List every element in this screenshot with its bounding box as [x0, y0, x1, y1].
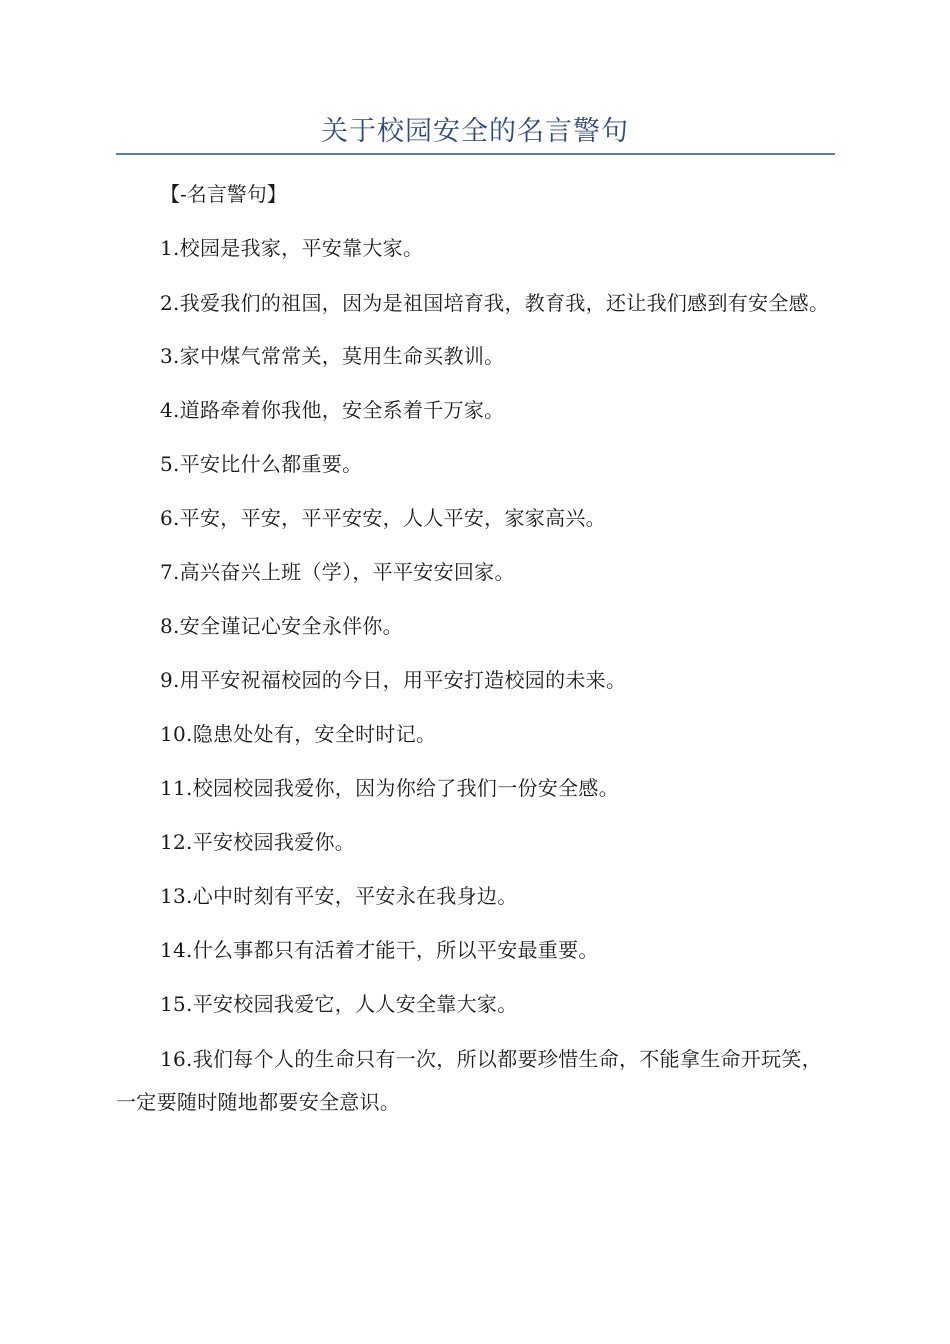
quote-item: 14.什么事都只有活着才能干，所以平安最重要。	[160, 938, 599, 962]
quote-item: 11.校园校园我爱你，因为你给了我们一份安全感。	[160, 776, 620, 800]
quote-item: 9.用平安祝福校园的今日，用平安打造校园的未来。	[160, 668, 627, 692]
quote-list	[116, 228, 834, 1124]
quote-item: 10.隐患处处有，安全时时记。	[160, 722, 437, 746]
quote-item: 4.道路牵着你我他，安全系着千万家。	[160, 398, 505, 422]
quote-item: 3.家中煤气常常关，莫用生命买教训。	[160, 344, 505, 368]
quote-item: 5.平安比什么都重要。	[160, 452, 363, 476]
quote-item: 12.平安校园我爱你。	[160, 830, 356, 854]
quote-item: 6.平安，平安，平平安安，人人平安，家家高兴。	[160, 506, 606, 530]
quote-item: 1.校园是我家，平安靠大家。	[160, 236, 424, 260]
quote-item: 7.高兴奋兴上班（学），平平安安回家。	[160, 560, 515, 584]
quote-item: 13.心中时刻有平安，平安永在我身边。	[160, 884, 518, 908]
quote-item: 2.我爱我们的祖国，因为是祖国培育我，教育我，还让我们感到有安全感。	[160, 291, 830, 315]
quote-item: 8.安全谨记心安全永伴你。	[160, 614, 403, 638]
document-body	[116, 174, 834, 1135]
section-heading: 【-名言警句】	[160, 182, 287, 206]
document-title: 关于校园安全的名言警句	[321, 116, 629, 147]
quote-item: 16.我们每个人的生命只有一次，所以都要珍惜生命，不能拿生命开玩笑，一定要随时随地都要安全意识。	[116, 1047, 823, 1114]
quote-item: 15.平安校园我爱它，人人安全靠大家。	[160, 992, 518, 1016]
title-underline	[116, 153, 835, 155]
